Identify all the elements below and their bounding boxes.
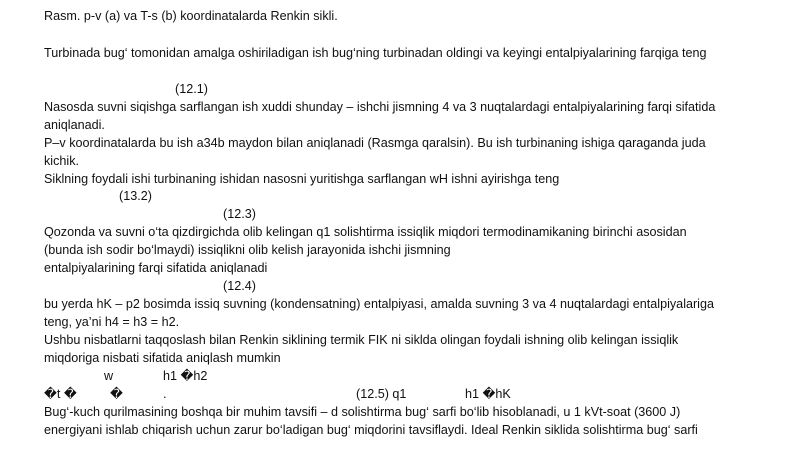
equation-number: (12.4): [223, 279, 256, 293]
equation-dot: .: [163, 387, 167, 401]
text-line: aniqlanadi.: [44, 118, 105, 132]
efficiency-symbol: �t �: [44, 387, 77, 401]
equals-symbol: �: [110, 387, 123, 401]
text-line: bu yerda hK – p2 bosimda issiq suvning (kondensatning) entalpiyasi, amalda suvning 3 va 4 nuqtalardagi entalpiyalariga: [44, 297, 714, 311]
text-line: P–v koordinatalarda bu ish a34b maydon bilan aniqlanadi (Rasmga qaralsin). Bu ish turbinaning ishiga qaraganda juda: [44, 136, 706, 150]
equation-number: (13.2): [119, 189, 152, 203]
fraction-numerator-w: w: [104, 369, 114, 383]
fraction-numerator-h1h2: h1 �h2: [163, 369, 208, 383]
text-line: Ushbu nisbatlarni taqqoslash bilan Renkin siklining termik FIK ni siklda olingan foydali ishning olib kelingan issiqlik: [44, 333, 679, 347]
text-line: entalpiyalarining farqi sifatida aniqlanadi: [44, 261, 268, 275]
text-line: (bunda ish sodir bo‘lmaydi) issiqlikni olib kelish jarayonida ishchi jismning: [44, 243, 451, 257]
equation-number: (12.5) q1: [356, 387, 407, 401]
text-line: Nasosda suvni siqishga sarflangan ish xuddi shunday – ishchi jismning 4 va 3 nuqtalardagi entalpiyalarining farqi sifatida: [44, 100, 716, 114]
text-line: Turbinada bug‘ tomonidan amalga oshiriladigan ish bug‘ning turbinadan oldingi va keyingi entalpiyalarining farqiga teng: [44, 46, 707, 60]
equation-number: (12.1): [175, 82, 208, 96]
text-line: Qozonda va suvni o‘ta qizdirgichda olib kelingan q1 solishtirma issiqlik miqdori termodinamikaning birinchi asosidan: [44, 225, 687, 239]
text-line: energiyani ishlab chiqarish uchun zarur bo‘ladigan bug‘ miqdorini tavsiflaydi. Ideal Renkin siklida solishtirma bug‘ sarfi: [44, 423, 698, 437]
text-line: kichik.: [44, 154, 79, 168]
text-line: miqdoriga nisbati sifatida aniqlash mumkin: [44, 351, 281, 365]
figure-caption: Rasm. p-v (a) va T-s (b) koordinatalarda Renkin sikli.: [44, 9, 338, 23]
text-line: Bug‘-kuch qurilmasining boshqa bir muhim tavsifi – d solishtirma bug‘ sarfi bo‘lib hisoblanadi, u 1 kVt-soat (3600 J): [44, 405, 681, 419]
fraction-denominator-h1hk: h1 �hK: [465, 387, 511, 401]
text-line: Siklning foydali ishi turbinaning ishidan nasosni yuritishga sarflangan wH ishni ayirishga teng: [44, 172, 560, 186]
equation-number: (12.3): [223, 207, 256, 221]
text-line: teng, ya’ni h4 = h3 = h2.: [44, 315, 180, 329]
